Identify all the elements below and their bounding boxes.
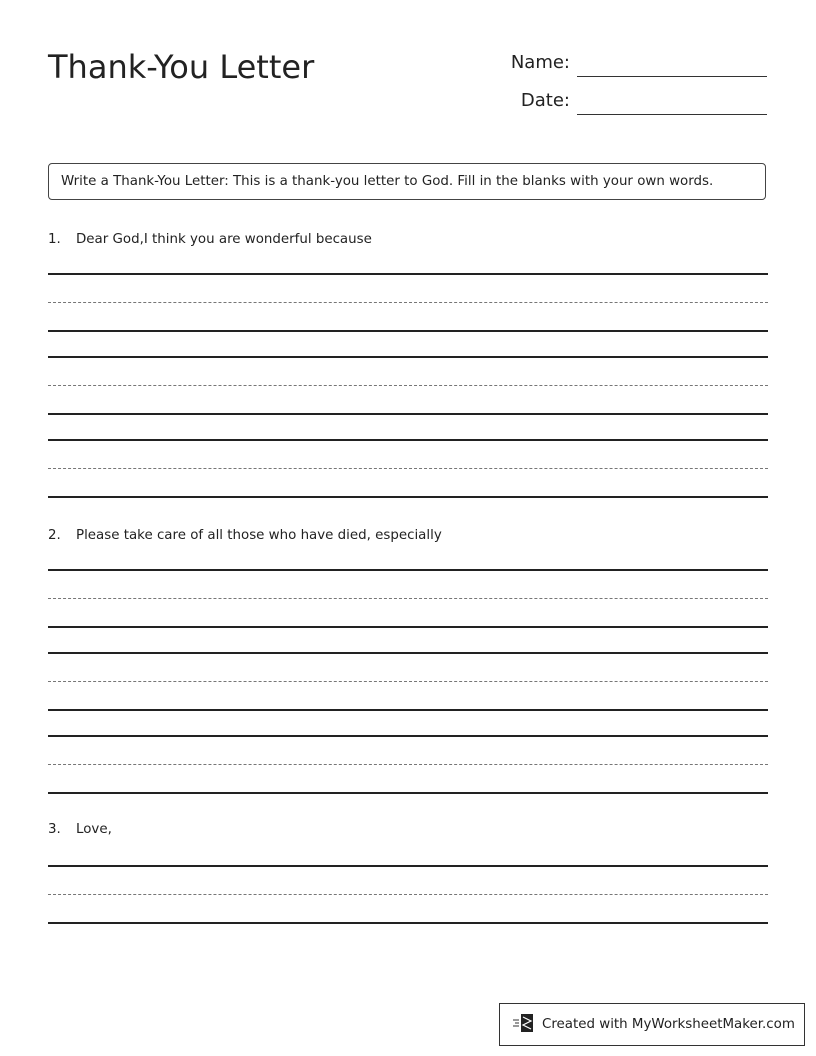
date-label: Date: [520, 90, 570, 111]
answer-midline [48, 894, 768, 895]
answer-line[interactable] [48, 330, 768, 332]
answer-line[interactable] [48, 865, 768, 867]
answer-line[interactable] [48, 709, 768, 711]
answer-midline [48, 681, 768, 682]
answer-line[interactable] [48, 273, 768, 275]
answer-midline [48, 598, 768, 599]
footer-badge[interactable] [499, 1003, 805, 1046]
answer-line[interactable] [48, 439, 768, 441]
question-number: 1. [48, 232, 61, 247]
answer-line[interactable] [48, 922, 768, 924]
name-label: Name: [510, 52, 570, 73]
answer-line[interactable] [48, 569, 768, 571]
answer-midline [48, 764, 768, 765]
question-2 [48, 528, 442, 543]
answer-line[interactable] [48, 356, 768, 358]
question-number: 3. [48, 822, 61, 837]
answer-line[interactable] [48, 626, 768, 628]
worksheet-logo-icon [512, 1012, 536, 1038]
question-text: Please take care of all those who have died, especially [76, 528, 442, 543]
page-title: Thank-You Letter [48, 48, 315, 86]
date-field[interactable] [577, 114, 767, 115]
question-text: Love, [76, 822, 112, 837]
question-3 [48, 822, 112, 837]
answer-midline [48, 385, 768, 386]
answer-midline [48, 468, 768, 469]
name-field[interactable] [577, 76, 767, 77]
answer-line[interactable] [48, 413, 768, 415]
question-text: Dear God,I think you are wonderful because [76, 232, 372, 247]
answer-line[interactable] [48, 496, 768, 498]
answer-midline [48, 302, 768, 303]
question-1 [48, 232, 372, 247]
answer-line[interactable] [48, 735, 768, 737]
question-number: 2. [48, 528, 61, 543]
instructions-box: Write a Thank-You Letter: This is a thank-you letter to God. Fill in the blanks with your own words. [48, 163, 766, 200]
answer-line[interactable] [48, 652, 768, 654]
footer-text: Created with MyWorksheetMaker.com [542, 1017, 795, 1032]
answer-line[interactable] [48, 792, 768, 794]
